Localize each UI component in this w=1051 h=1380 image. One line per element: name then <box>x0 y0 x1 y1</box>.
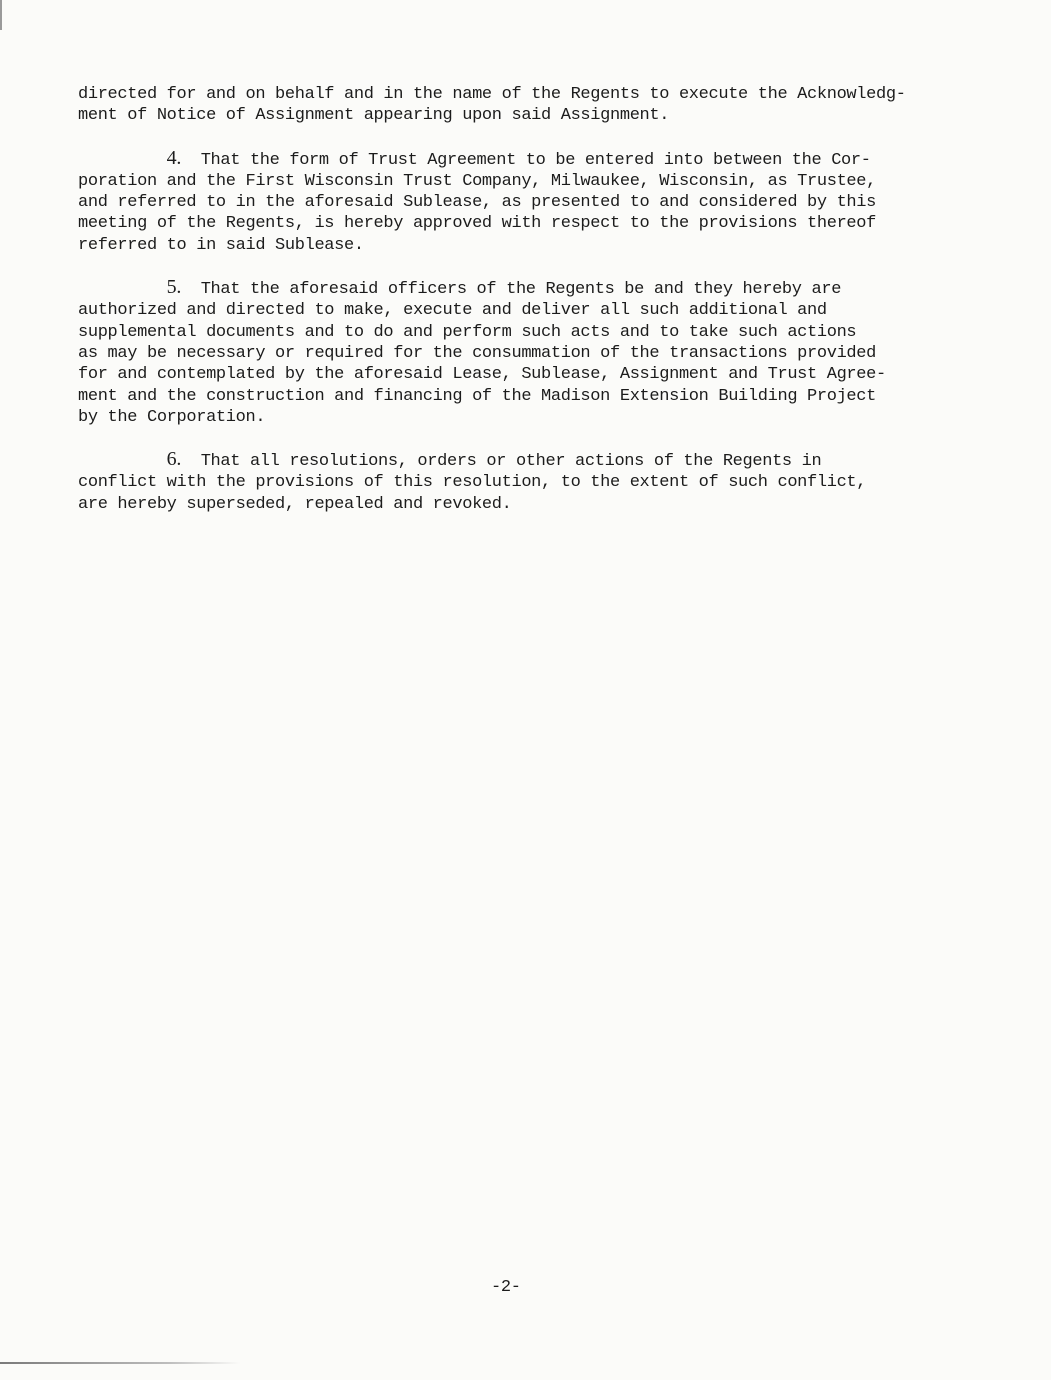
text-line: conflict with the provisions of this resolution, to the extent of such conflict, <box>78 473 867 493</box>
document-body <box>78 84 978 515</box>
paragraph-first-line-text: That the form of Trust Agreement to be entered into between the Cor- <box>180 150 871 170</box>
paragraph-5 <box>78 277 978 428</box>
text-line: authorized and directed to make, execute and deliver all such additional and <box>78 301 827 321</box>
text-line: directed for and on behalf and in the name of the Regents to execute the Acknowledg- <box>78 85 906 104</box>
paragraph-first-line-text: That all resolutions, orders or other actions of the Regents in <box>180 452 822 472</box>
text-line: ment of Notice of Assignment appearing upon said Assignment. <box>78 106 670 126</box>
scan-edge-mark <box>0 0 2 30</box>
paragraph-first-line <box>78 449 978 472</box>
text-line: as may be necessary or required for the consummation of the transactions provided <box>78 343 876 363</box>
text-line: by the Corporation. <box>78 407 266 427</box>
text-line: for and contemplated by the aforesaid Lease, Sublease, Assignment and Trust Agree- <box>78 365 886 385</box>
paragraph-number: 5. <box>166 276 181 299</box>
page-number: -2- <box>491 1278 521 1297</box>
text-line: are hereby superseded, repealed and revoked. <box>78 494 512 514</box>
text-line: and referred to in the aforesaid Sublease, as presented to and considered by this <box>78 193 876 213</box>
paragraph-number: 4. <box>166 146 181 169</box>
text-line: supplemental documents and to do and perform such acts and to take such actions <box>78 322 857 342</box>
paragraph-first-line-text: That the aforesaid officers of the Regents be and they hereby are <box>180 280 842 300</box>
text-line: meeting of the Regents, is hereby approved with respect to the provisions thereof <box>78 214 876 234</box>
paragraph-number: 6. <box>166 448 181 471</box>
text-line: ment and the construction and financing of the Madison Extension Building Project <box>78 386 876 406</box>
paragraph-continuation <box>78 84 978 127</box>
bottom-rule <box>0 1362 240 1364</box>
text-line: referred to in said Sublease. <box>78 235 364 255</box>
paragraph-6 <box>78 449 978 515</box>
text-line: poration and the First Wisconsin Trust Company, Milwaukee, Wisconsin, as Trustee, <box>78 171 876 191</box>
paragraph-first-line <box>78 148 978 171</box>
paragraph-first-line <box>78 277 978 300</box>
paragraph-4 <box>78 148 978 256</box>
